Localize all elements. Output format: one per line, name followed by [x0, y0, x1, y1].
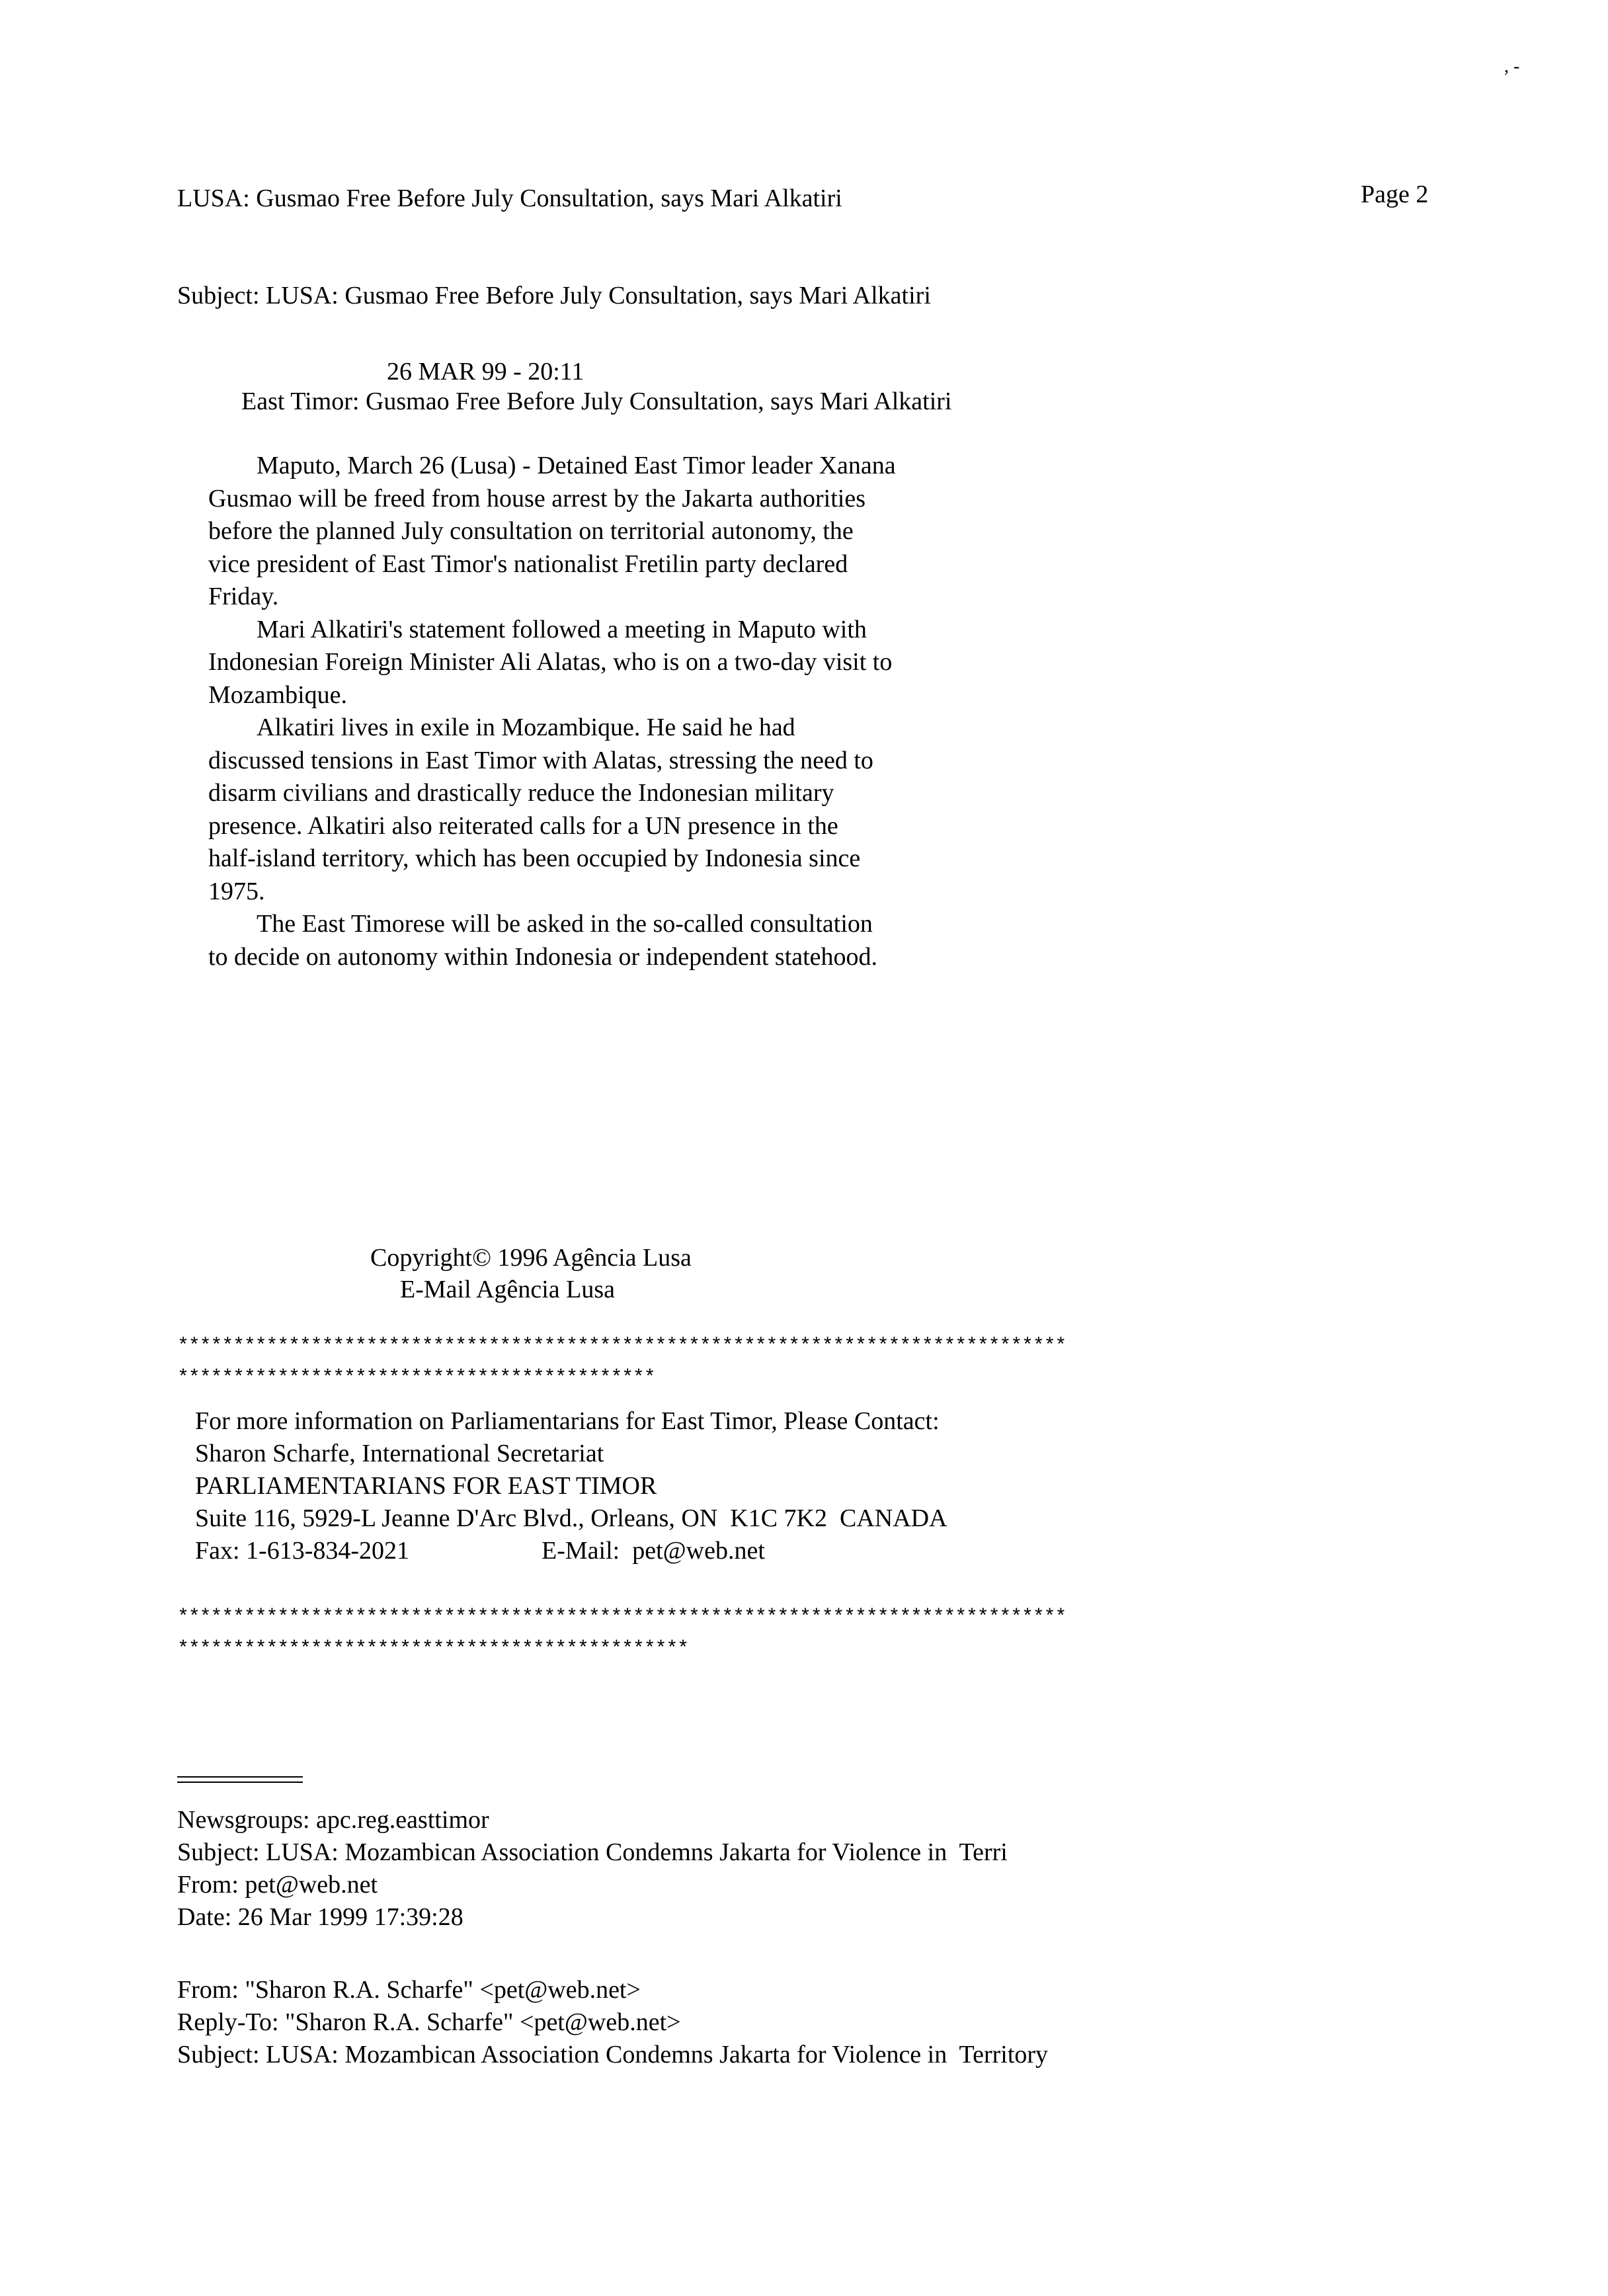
next-message-headers — [177, 1804, 1008, 1934]
contact-organization: PARLIAMENTARIANS FOR EAST TIMOR — [195, 1472, 657, 1500]
article-line: Mozambique. — [208, 680, 348, 709]
subject-header: Subject: LUSA: Mozambican Association Condemns Jakarta for Violence in Terri — [177, 1838, 1008, 1866]
article-line: Gusmao will be freed from house arrest by the Jakarta authorities — [208, 484, 866, 512]
article-line: The East Timorese will be asked in the so-called consultation — [257, 910, 873, 938]
email-agency-label: E-Mail Agência Lusa — [400, 1276, 616, 1303]
article-line: Alkatiri lives in exile in Mozambique. He said he had — [257, 714, 795, 741]
article-line: vice president of East Timor's nationalist Fretilin party declared — [208, 550, 848, 578]
from-full-header: From: "Sharon R.A. Scharfe" <pet@web.net> — [177, 1976, 641, 2004]
reply-to-header: Reply-To: "Sharon R.A. Scharfe" <pet@web.net> — [177, 2008, 681, 2036]
article-line: Friday. — [208, 583, 279, 610]
article-line: 1975. — [208, 877, 265, 905]
page-header-title: LUSA: Gusmao Free Before July Consultation, says Mari Alkatiri — [177, 184, 842, 212]
article-datetime: 26 MAR 99 - 20:11 — [387, 358, 584, 386]
star-divider: ******************************************************************************** — [177, 1335, 1066, 1358]
article-line: Indonesian Foreign Minister Ali Alatas, who is on a two-day visit to — [208, 648, 893, 676]
article-line: discussed tensions in East Timor with Alatas, stressing the need to — [208, 746, 873, 774]
message-separator — [177, 1776, 303, 1783]
article-line: before the planned July consultation on territorial autonomy, the — [208, 517, 854, 545]
contact-fax-email — [195, 1535, 947, 1567]
article-line: Mari Alkatiri's statement followed a meeting in Maputo with — [257, 615, 867, 643]
subject-line: Subject: LUSA: Gusmao Free Before July Consultation, says Mari Alkatiri — [177, 282, 931, 309]
star-divider: ******************************************************************************** — [177, 1606, 1066, 1629]
article-headline: East Timor: Gusmao Free Before July Consultation, says Mari Alkatiri — [241, 388, 952, 415]
contact-email: E-Mail: pet@web.net — [542, 1537, 765, 1565]
star-divider: ******************************************* — [177, 1367, 655, 1389]
subject-full-header: Subject: LUSA: Mozambican Association Condemns Jakarta for Violence in Territory — [177, 2041, 1049, 2069]
contact-name: Sharon Scharfe, International Secretariat — [195, 1440, 604, 1467]
article-line: presence. Alkatiri also reiterated calls for a UN presence in the — [208, 811, 838, 840]
contact-block — [195, 1405, 947, 1567]
contact-fax: Fax: 1-613-834-2021 — [195, 1537, 410, 1565]
article-line: disarm civilians and drastically reduce the Indonesian military — [208, 779, 834, 807]
article-line: half-island territory, which has been occupied by Indonesia since — [208, 844, 861, 872]
contact-address: Suite 116, 5929-L Jeanne D'Arc Blvd., Orleans, ON K1C 7K2 CANADA — [195, 1504, 947, 1532]
date-header: Date: 26 Mar 1999 17:39:28 — [177, 1903, 463, 1931]
from-header: From: pet@web.net — [177, 1871, 378, 1899]
next-message-envelope — [177, 1974, 1048, 2071]
star-divider: ********************************************** — [177, 1638, 688, 1660]
page-number: Page 2 — [1361, 181, 1429, 208]
article-line: to decide on autonomy within Indonesia or independent statehood. — [208, 942, 878, 971]
copyright-notice: Copyright© 1996 Agência Lusa — [370, 1244, 692, 1272]
scan-marks: , - — [1504, 56, 1520, 77]
article-line: Maputo, March 26 (Lusa) - Detained East Timor leader Xanana — [257, 452, 896, 479]
contact-intro: For more information on Parliamentarians for East Timor, Please Contact: — [195, 1407, 940, 1435]
newsgroups-header: Newsgroups: apc.reg.easttimor — [177, 1806, 489, 1834]
article-body — [208, 450, 1035, 973]
